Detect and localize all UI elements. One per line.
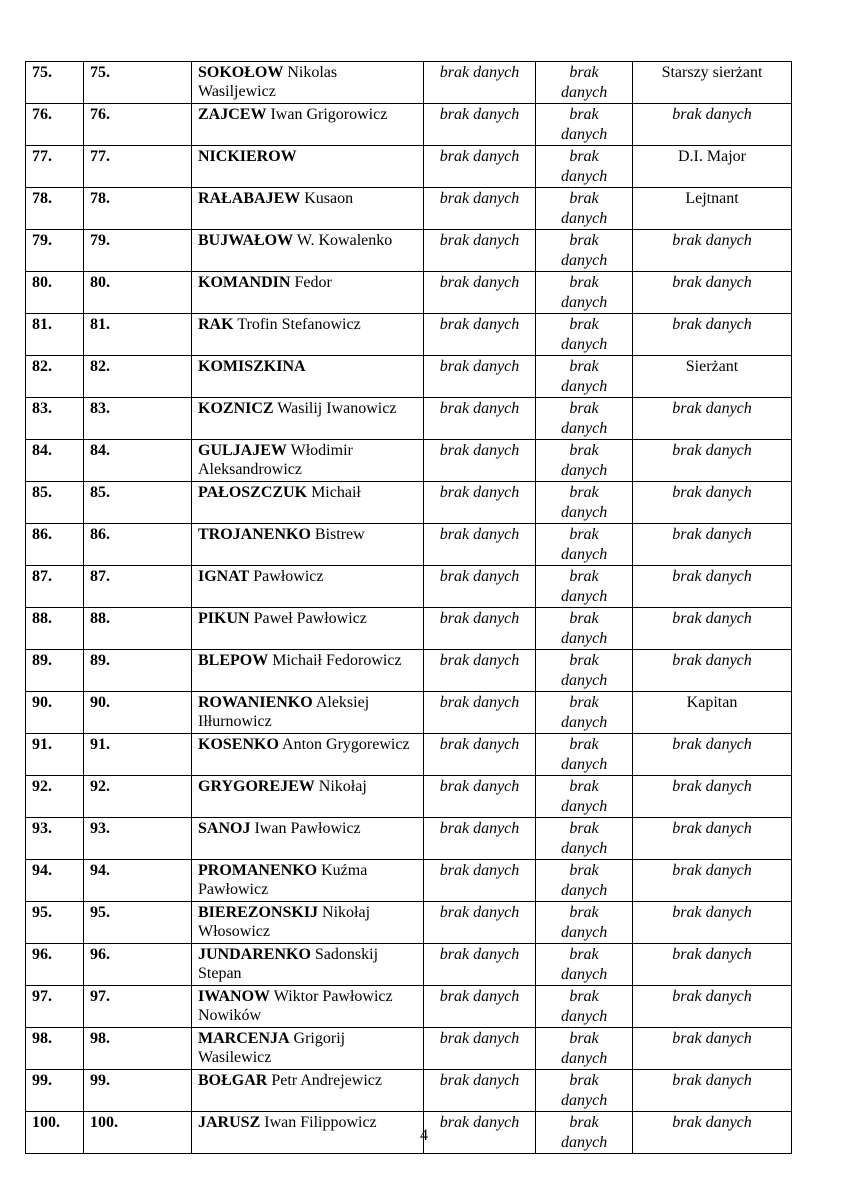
- place-value: brak danych: [561, 946, 608, 983]
- date-cell: brak danych: [424, 650, 536, 692]
- record-number: 76.: [84, 104, 192, 146]
- row-number: 95.: [26, 902, 84, 944]
- person-name-cell: [192, 734, 424, 776]
- surname: JARUSZ: [198, 1114, 261, 1131]
- person-name-cell: [192, 776, 424, 818]
- row-number: 77.: [26, 146, 84, 188]
- record-number: 95.: [84, 902, 192, 944]
- date-cell: brak danych: [424, 146, 536, 188]
- place-cell: [536, 692, 633, 734]
- place-value: brak danych: [561, 190, 608, 227]
- rank-cell: brak danych: [633, 104, 792, 146]
- place-value: brak danych: [561, 1030, 608, 1067]
- table-row: [26, 566, 792, 608]
- date-cell: brak danych: [424, 62, 536, 104]
- rank-cell: brak danych: [633, 608, 792, 650]
- date-cell: brak danych: [424, 1028, 536, 1070]
- place-cell: [536, 356, 633, 398]
- place-cell: [536, 902, 633, 944]
- person-name-cell: [192, 608, 424, 650]
- person-name-cell: [192, 440, 424, 482]
- given-names: Trofin Stefanowicz: [237, 316, 361, 333]
- place-cell: [536, 230, 633, 272]
- place-cell: [536, 482, 633, 524]
- given-names: Bistrew: [314, 526, 365, 543]
- table-row: [26, 272, 792, 314]
- table-row: [26, 104, 792, 146]
- surname: BUJWAŁOW: [198, 232, 294, 249]
- record-number: 75.: [84, 62, 192, 104]
- row-number: 84.: [26, 440, 84, 482]
- rank-cell: brak danych: [633, 902, 792, 944]
- row-number: 76.: [26, 104, 84, 146]
- rank-cell: Sierżant: [633, 356, 792, 398]
- place-value: brak danych: [561, 232, 608, 269]
- table-row: [26, 818, 792, 860]
- person-name-cell: [192, 650, 424, 692]
- rank-cell: Lejtnant: [633, 188, 792, 230]
- given-names: Kuźma Pawłowicz: [198, 862, 368, 898]
- given-names: Wasilij Iwanowicz: [277, 400, 397, 417]
- place-value: brak danych: [561, 358, 608, 395]
- rank-cell: brak danych: [633, 482, 792, 524]
- row-number: 81.: [26, 314, 84, 356]
- rank-cell: brak danych: [633, 860, 792, 902]
- row-number: 83.: [26, 398, 84, 440]
- given-names: Petr Andrejewicz: [271, 1072, 382, 1089]
- given-names: Włodimir Aleksandrowicz: [198, 442, 353, 478]
- table-row: [26, 398, 792, 440]
- rank-cell: Kapitan: [633, 692, 792, 734]
- place-value: brak danych: [561, 694, 608, 731]
- record-number: 92.: [84, 776, 192, 818]
- record-number: 84.: [84, 440, 192, 482]
- date-cell: brak danych: [424, 860, 536, 902]
- place-cell: [536, 398, 633, 440]
- person-name-cell: [192, 986, 424, 1028]
- given-names: Nikołaj Włosowicz: [198, 904, 371, 940]
- table-row: [26, 734, 792, 776]
- table-row: [26, 482, 792, 524]
- table-row: [26, 524, 792, 566]
- place-cell: [536, 1028, 633, 1070]
- row-number: 96.: [26, 944, 84, 986]
- given-names: Iwan Filippowicz: [264, 1114, 377, 1131]
- table-row: [26, 1028, 792, 1070]
- place-cell: [536, 1070, 633, 1112]
- person-name-cell: [192, 398, 424, 440]
- record-number: 83.: [84, 398, 192, 440]
- place-value: brak danych: [561, 736, 608, 773]
- row-number: 75.: [26, 62, 84, 104]
- surname: TROJANENKO: [198, 526, 311, 543]
- person-name-cell: [192, 1028, 424, 1070]
- table-row: [26, 608, 792, 650]
- row-number: 90.: [26, 692, 84, 734]
- row-number: 100.: [26, 1112, 84, 1154]
- place-value: brak danych: [561, 778, 608, 815]
- surname: SOKOŁOW: [198, 64, 284, 81]
- person-name-cell: [192, 356, 424, 398]
- person-name-cell: [192, 146, 424, 188]
- row-number: 85.: [26, 482, 84, 524]
- record-number: 87.: [84, 566, 192, 608]
- record-number: 82.: [84, 356, 192, 398]
- place-cell: [536, 566, 633, 608]
- rank-cell: brak danych: [633, 1028, 792, 1070]
- date-cell: brak danych: [424, 902, 536, 944]
- given-names: Pawłowicz: [253, 568, 324, 585]
- surname: IGNAT: [198, 568, 250, 585]
- surname: JUNDARENKO: [198, 946, 311, 963]
- given-names: Anton Grygorewicz: [282, 736, 410, 753]
- place-cell: [536, 62, 633, 104]
- record-number: 86.: [84, 524, 192, 566]
- place-value: brak danych: [561, 316, 608, 353]
- date-cell: brak danych: [424, 944, 536, 986]
- row-number: 91.: [26, 734, 84, 776]
- place-value: brak danych: [561, 610, 608, 647]
- surname: GRYGOREJEW: [198, 778, 315, 795]
- date-cell: brak danych: [424, 482, 536, 524]
- record-number: 93.: [84, 818, 192, 860]
- rank-cell: brak danych: [633, 398, 792, 440]
- place-value: brak danych: [561, 862, 608, 899]
- person-name-cell: [192, 188, 424, 230]
- table-row: [26, 902, 792, 944]
- date-cell: brak danych: [424, 776, 536, 818]
- row-number: 94.: [26, 860, 84, 902]
- surname: KOZNICZ: [198, 400, 274, 417]
- date-cell: brak danych: [424, 1070, 536, 1112]
- given-names: Wiktor Pawłowicz Nowików: [198, 988, 393, 1024]
- row-number: 87.: [26, 566, 84, 608]
- place-value: brak danych: [561, 526, 608, 563]
- table-row: [26, 230, 792, 272]
- given-names: Fedor: [294, 274, 332, 291]
- record-number: 85.: [84, 482, 192, 524]
- surname: KOMISZKINA: [198, 358, 306, 375]
- surname: ROWANIENKO: [198, 694, 313, 711]
- place-cell: [536, 650, 633, 692]
- date-cell: brak danych: [424, 104, 536, 146]
- date-cell: brak danych: [424, 734, 536, 776]
- place-cell: [536, 860, 633, 902]
- record-number: 78.: [84, 188, 192, 230]
- surname: ZAJCEW: [198, 106, 267, 123]
- date-cell: brak danych: [424, 818, 536, 860]
- place-cell: [536, 314, 633, 356]
- surname: RAŁABAJEW: [198, 190, 301, 207]
- record-number: 88.: [84, 608, 192, 650]
- surname: RAK: [198, 316, 234, 333]
- place-cell: [536, 818, 633, 860]
- given-names: Grigorij Wasilewicz: [198, 1030, 346, 1066]
- table-row: [26, 692, 792, 734]
- record-number: 100.: [84, 1112, 192, 1154]
- place-value: brak danych: [561, 442, 608, 479]
- date-cell: brak danych: [424, 188, 536, 230]
- date-cell: brak danych: [424, 398, 536, 440]
- surname: MARCENJA: [198, 1030, 290, 1047]
- person-name-cell: [192, 482, 424, 524]
- person-name-cell: [192, 944, 424, 986]
- person-name-cell: [192, 860, 424, 902]
- rank-cell: brak danych: [633, 314, 792, 356]
- given-names: Aleksiej Iłłurnowicz: [198, 694, 370, 730]
- date-cell: brak danych: [424, 356, 536, 398]
- row-number: 99.: [26, 1070, 84, 1112]
- date-cell: brak danych: [424, 230, 536, 272]
- table-row: [26, 776, 792, 818]
- place-cell: [536, 524, 633, 566]
- given-names: Iwan Pawłowicz: [254, 820, 361, 837]
- given-names: Nikolas Wasiljewicz: [198, 64, 338, 100]
- rank-cell: brak danych: [633, 986, 792, 1028]
- surname: PROMANENKO: [198, 862, 318, 879]
- place-cell: [536, 440, 633, 482]
- row-number: 88.: [26, 608, 84, 650]
- rank-cell: brak danych: [633, 818, 792, 860]
- person-name-cell: [192, 566, 424, 608]
- date-cell: brak danych: [424, 692, 536, 734]
- surname: SANOJ: [198, 820, 251, 837]
- rank-cell: brak danych: [633, 440, 792, 482]
- rank-cell: brak danych: [633, 776, 792, 818]
- table-row: [26, 356, 792, 398]
- date-cell: brak danych: [424, 1112, 536, 1154]
- rank-cell: brak danych: [633, 230, 792, 272]
- person-name-cell: [192, 230, 424, 272]
- given-names: Nikołaj: [318, 778, 367, 795]
- surname: IWANOW: [198, 988, 271, 1005]
- record-number: 90.: [84, 692, 192, 734]
- given-names: Iwan Grigorowicz: [270, 106, 388, 123]
- place-value: brak danych: [561, 904, 608, 941]
- record-number: 94.: [84, 860, 192, 902]
- date-cell: brak danych: [424, 608, 536, 650]
- row-number: 92.: [26, 776, 84, 818]
- person-name-cell: [192, 524, 424, 566]
- record-number: 99.: [84, 1070, 192, 1112]
- place-value: brak danych: [561, 820, 608, 857]
- table-row: [26, 1070, 792, 1112]
- place-cell: [536, 734, 633, 776]
- person-name-cell: [192, 104, 424, 146]
- row-number: 98.: [26, 1028, 84, 1070]
- row-number: 86.: [26, 524, 84, 566]
- record-number: 77.: [84, 146, 192, 188]
- surname: GULJAJEW: [198, 442, 287, 459]
- row-number: 80.: [26, 272, 84, 314]
- row-number: 79.: [26, 230, 84, 272]
- place-cell: [536, 188, 633, 230]
- place-cell: [536, 608, 633, 650]
- place-cell: [536, 104, 633, 146]
- record-number: 79.: [84, 230, 192, 272]
- person-name-cell: [192, 818, 424, 860]
- person-name-cell: [192, 62, 424, 104]
- date-cell: brak danych: [424, 440, 536, 482]
- table-row: [26, 62, 792, 104]
- place-value: brak danych: [561, 64, 608, 101]
- table-row: [26, 650, 792, 692]
- surname: PAŁOSZCZUK: [198, 484, 308, 501]
- surname: BOŁGAR: [198, 1072, 268, 1089]
- date-cell: brak danych: [424, 566, 536, 608]
- place-cell: [536, 272, 633, 314]
- surname: BLEPOW: [198, 652, 269, 669]
- rank-cell: brak danych: [633, 944, 792, 986]
- record-number: 91.: [84, 734, 192, 776]
- surname: KOSENKO: [198, 736, 279, 753]
- date-cell: brak danych: [424, 524, 536, 566]
- row-number: 89.: [26, 650, 84, 692]
- place-value: brak danych: [561, 988, 608, 1025]
- person-name-cell: [192, 692, 424, 734]
- row-number: 78.: [26, 188, 84, 230]
- record-number: 96.: [84, 944, 192, 986]
- records-table: [25, 61, 792, 1154]
- rank-cell: brak danych: [633, 524, 792, 566]
- rank-cell: brak danych: [633, 1112, 792, 1154]
- place-value: brak danych: [561, 1072, 608, 1109]
- table-row: [26, 944, 792, 986]
- table-row: [26, 440, 792, 482]
- place-value: brak danych: [561, 568, 608, 605]
- given-names: Kusaon: [304, 190, 354, 207]
- given-names: W. Kowalenko: [296, 232, 393, 249]
- place-cell: [536, 986, 633, 1028]
- table-row: [26, 986, 792, 1028]
- rank-cell: brak danych: [633, 272, 792, 314]
- place-value: brak danych: [561, 274, 608, 311]
- page-number: 4: [420, 1127, 428, 1144]
- table-row: [26, 314, 792, 356]
- place-cell: [536, 146, 633, 188]
- record-number: 97.: [84, 986, 192, 1028]
- table-row: [26, 860, 792, 902]
- record-number: 89.: [84, 650, 192, 692]
- record-number: 80.: [84, 272, 192, 314]
- place-value: brak danych: [561, 400, 608, 437]
- table-row: [26, 146, 792, 188]
- rank-cell: brak danych: [633, 650, 792, 692]
- surname: NICKIEROW: [198, 148, 297, 165]
- given-names: Michaił Fedorowicz: [272, 652, 402, 669]
- record-number: 98.: [84, 1028, 192, 1070]
- date-cell: brak danych: [424, 272, 536, 314]
- row-number: 97.: [26, 986, 84, 1028]
- person-name-cell: [192, 902, 424, 944]
- date-cell: brak danych: [424, 986, 536, 1028]
- row-number: 93.: [26, 818, 84, 860]
- rank-cell: brak danych: [633, 566, 792, 608]
- surname: KOMANDIN: [198, 274, 291, 291]
- rank-cell: brak danych: [633, 734, 792, 776]
- place-cell: [536, 944, 633, 986]
- given-names: Sadonskij Stepan: [198, 946, 379, 982]
- surname: BIEREZONSKIJ: [198, 904, 319, 921]
- given-names: Michaił: [311, 484, 361, 501]
- row-number: 82.: [26, 356, 84, 398]
- person-name-cell: [192, 1070, 424, 1112]
- person-name-cell: [192, 314, 424, 356]
- given-names: Paweł Pawłowicz: [253, 610, 367, 627]
- place-value: brak danych: [561, 484, 608, 521]
- place-value: brak danych: [561, 652, 608, 689]
- place-value: brak danych: [561, 106, 608, 143]
- records-table-body: [26, 62, 792, 1154]
- record-number: 81.: [84, 314, 192, 356]
- surname: PIKUN: [198, 610, 250, 627]
- place-value: brak danych: [561, 1114, 608, 1151]
- date-cell: brak danych: [424, 314, 536, 356]
- rank-cell: Starszy sierżant: [633, 62, 792, 104]
- rank-cell: D.I. Major: [633, 146, 792, 188]
- place-value: brak danych: [561, 148, 608, 185]
- person-name-cell: [192, 272, 424, 314]
- rank-cell: brak danych: [633, 1070, 792, 1112]
- place-cell: [536, 776, 633, 818]
- table-row: [26, 188, 792, 230]
